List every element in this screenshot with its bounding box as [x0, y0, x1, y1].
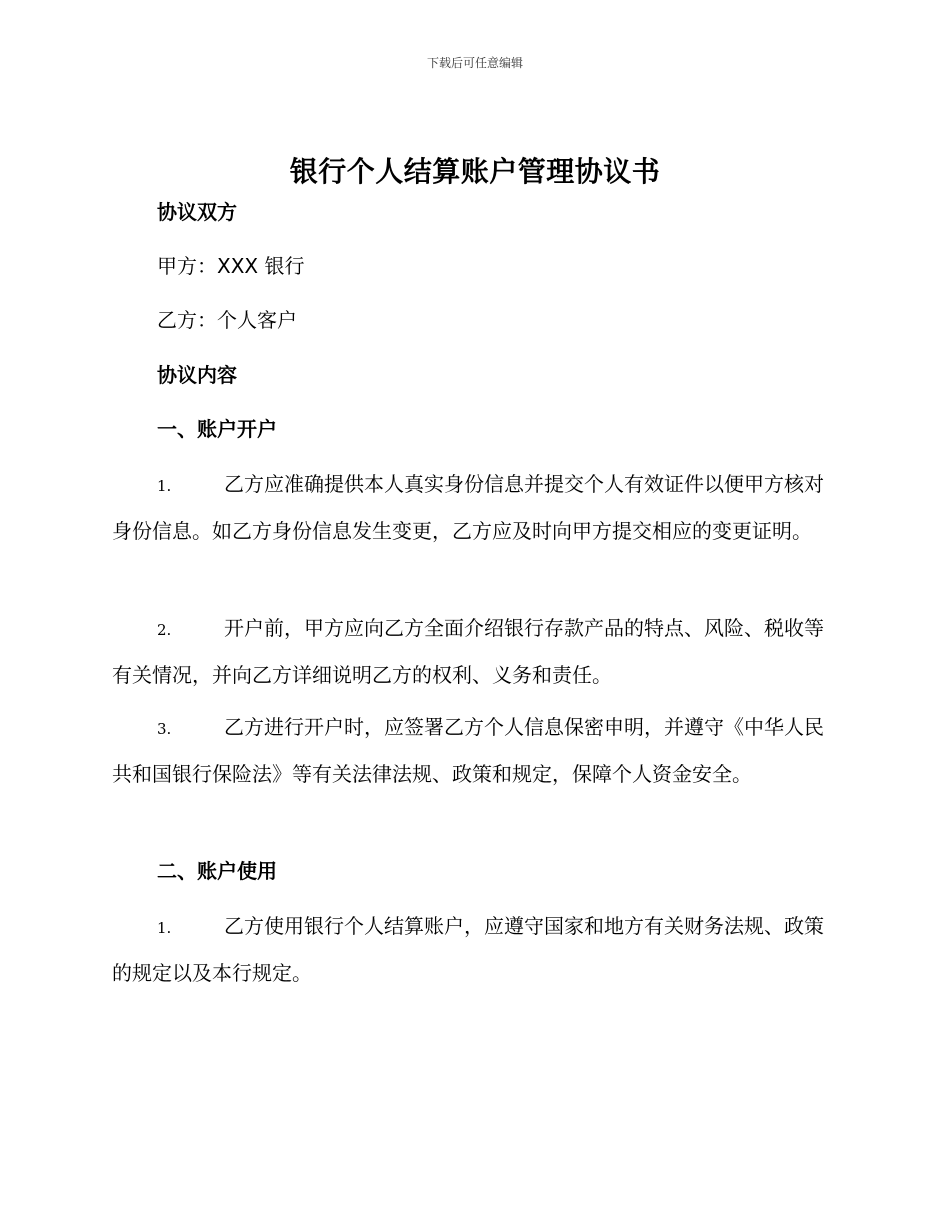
clause-number: 3.	[157, 720, 172, 738]
clause-text: 乙方应准确提供本人真实身份信息并提交个人有效证件以便甲方核对身份信息。如乙方身份信息发生变更，乙方应及时向甲方提交相应的变更证明。	[112, 472, 824, 543]
clause-text: 乙方使用银行个人结算账户，应遵守国家和地方有关财务法规、政策的规定以及本行规定。	[112, 914, 824, 985]
section-heading: 二、账户使用	[157, 859, 277, 883]
clause-paragraph	[112, 462, 840, 553]
clause-number: 1.	[157, 477, 172, 495]
party-b: 乙方：个人客户	[157, 308, 297, 332]
clause-text: 开户前，甲方应向乙方全面介绍银行存款产品的特点、风险、税收等有关情况，并向乙方详细说明乙方的权利、义务和责任。	[112, 616, 824, 687]
content-heading: 协议内容	[157, 363, 237, 387]
header-note: 下载后可任意编辑	[426, 56, 523, 70]
clause-paragraph	[112, 904, 840, 995]
party-a: 甲方：XXX 银行	[157, 254, 305, 278]
clause-text: 乙方进行开户时，应签署乙方个人信息保密申明，并遵守《中华人民共和国银行保险法》等有关法律法规、政策和规定，保障个人资金安全。	[112, 715, 824, 786]
clause-paragraph	[112, 705, 840, 796]
clause-paragraph	[112, 606, 840, 697]
parties-heading: 协议双方	[157, 200, 237, 224]
document-title: 银行个人结算账户管理协议书	[289, 155, 661, 188]
section-heading: 一、账户开户	[157, 417, 277, 441]
clause-number: 2.	[157, 621, 172, 639]
clause-number: 1.	[157, 919, 172, 937]
